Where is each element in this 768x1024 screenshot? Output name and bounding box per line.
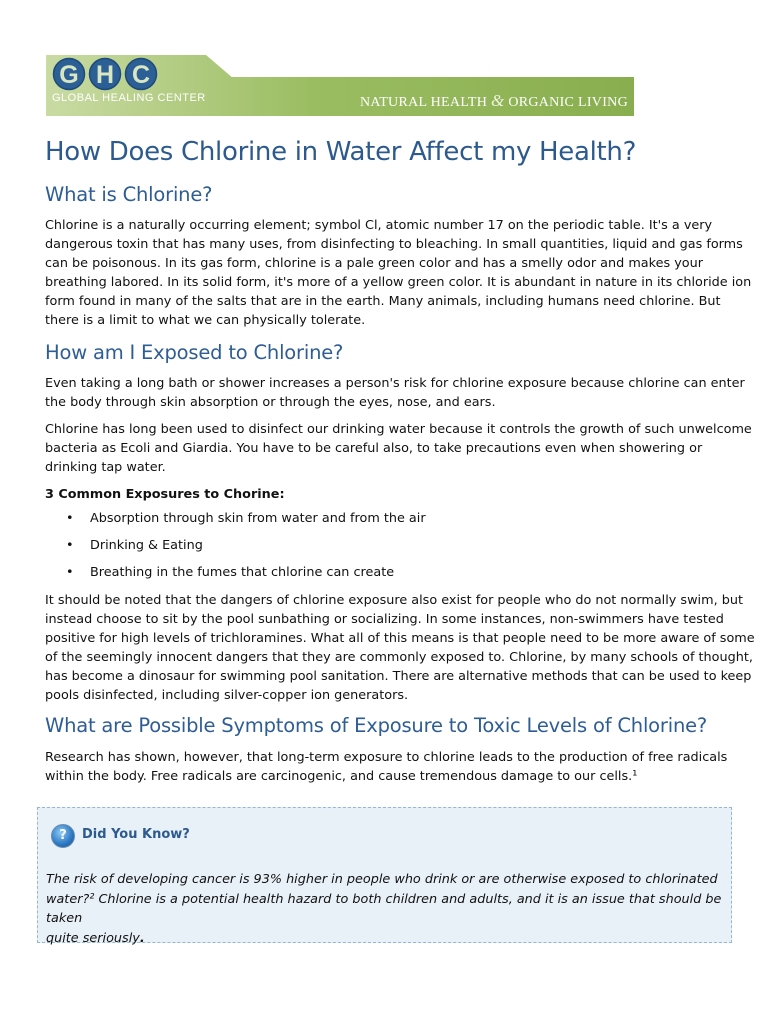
heading-how-exposed: How am I Exposed to Chlorine? [45, 341, 344, 364]
exposures-list-title: 3 Common Exposures to Chorine: [45, 487, 285, 502]
did-you-know-title: Did You Know? [82, 827, 190, 842]
exposed-para3-line: pools disinfected, including silver-copper ion generators. [45, 688, 409, 703]
exposed-para3-line: instead choose to sit by the pool sunbathing or socializing. In some instances, non-swimmers have tested [45, 612, 724, 627]
question-icon: ? [51, 824, 75, 848]
symptoms-line: within the body. Free radicals are carcinogenic, and cause tremendous damage to our cells.¹ [45, 769, 638, 784]
heading-symptoms: What are Possible Symptoms of Exposure to Toxic Levels of Chlorine? [45, 714, 708, 737]
exposed-para2-line: Chlorine has long been used to disinfect our drinking water because it controls the growth of such unwelcome [45, 422, 752, 437]
what-is-line: there is a limit to what we can physically tolerate. [45, 313, 366, 328]
bullet-icon: • [66, 511, 74, 526]
banner-tagline [360, 91, 628, 111]
symptoms-line: Research has shown, however, that long-term exposure to chlorine leads to the production of free radicals [45, 750, 728, 765]
did-you-know-line [46, 929, 726, 949]
logo-letter-g: G [59, 61, 79, 89]
exposed-para1-line: the body through skin absorption or through the eyes, nose, and ears. [45, 395, 496, 410]
exposed-para2-line: drinking tap water. [45, 460, 166, 475]
exposed-para3-line: of the seemingly innocent dangers that they are commonly exposed to. Chlorine, by many schools of thought, [45, 650, 753, 665]
did-you-know-period: . [139, 930, 145, 946]
did-you-know-box [37, 807, 732, 946]
did-you-know-line: The risk of developing cancer is 93% higher in people who drink or are otherwise exposed to chlorinated [46, 872, 718, 887]
what-is-line: breathing labored. In its solid form, it's more of a yellow green color. It is abundant in nature in its chloride ion [45, 275, 752, 290]
list-item: Absorption through skin from water and from the air [90, 511, 426, 526]
header-banner [46, 55, 634, 116]
what-is-line: Chlorine is a naturally occurring element; symbol Cl, atomic number 17 on the periodic table. It's a very [45, 218, 713, 233]
list-item: Drinking & Eating [90, 538, 203, 553]
bullet-icon: • [66, 565, 74, 580]
logo-subtitle: GLOBAL HEALING CENTER [52, 92, 206, 104]
page-title: How Does Chlorine in Water Affect my Health? [45, 137, 637, 167]
heading-what-is-chlorine: What is Chlorine? [45, 183, 213, 206]
bullet-icon: • [66, 538, 74, 553]
logo-letter-c: C [131, 61, 151, 89]
what-is-line: form found in many of the salts that are in the earth. Many animals, including humans need chlorine. But [45, 294, 721, 309]
list-item: Breathing in the fumes that chlorine can create [90, 565, 395, 580]
exposed-para3-line: It should be noted that the dangers of chlorine exposure also exist for people who do not normally swim, but [45, 593, 743, 608]
exposed-para1-line: Even taking a long bath or shower increases a person's risk for chlorine exposure because chlorine can enter [45, 376, 745, 391]
tagline-ampersand: & [490, 91, 505, 110]
ghc-logo-icon [50, 57, 170, 93]
tagline-left: NATURAL HEALTH [359, 95, 488, 110]
did-you-know-line: water?² Chlorine is a potential health hazard to both children and adults, and it is an issue that should be taken [46, 891, 722, 926]
did-you-know-line-text: quite seriously [46, 930, 140, 946]
did-you-know-text [46, 870, 726, 948]
exposed-para3-line: has become a dinosaur for swimming pool sanitation. There are alternative methods that can be used to keep [45, 669, 752, 684]
exposed-para2-line: bacteria as Ecoli and Giardia. You have to be careful also, to take precautions even when showering or [45, 441, 703, 456]
banner-notch [206, 55, 634, 77]
tagline-right: ORGANIC LIVING [508, 95, 628, 110]
exposed-para3-line: positive for high levels of trichloramines. What all of this means is that people need to be more aware of some [45, 631, 755, 646]
what-is-line: can be poisonous. In its gas form, chlorine is a pale green color and has a smelly odor and makes your [45, 256, 703, 271]
what-is-line: dangerous toxin that has many uses, from disinfecting to bleaching. In small quantities, liquid and gas forms [45, 237, 743, 252]
logo-letter-h: H [95, 61, 115, 89]
